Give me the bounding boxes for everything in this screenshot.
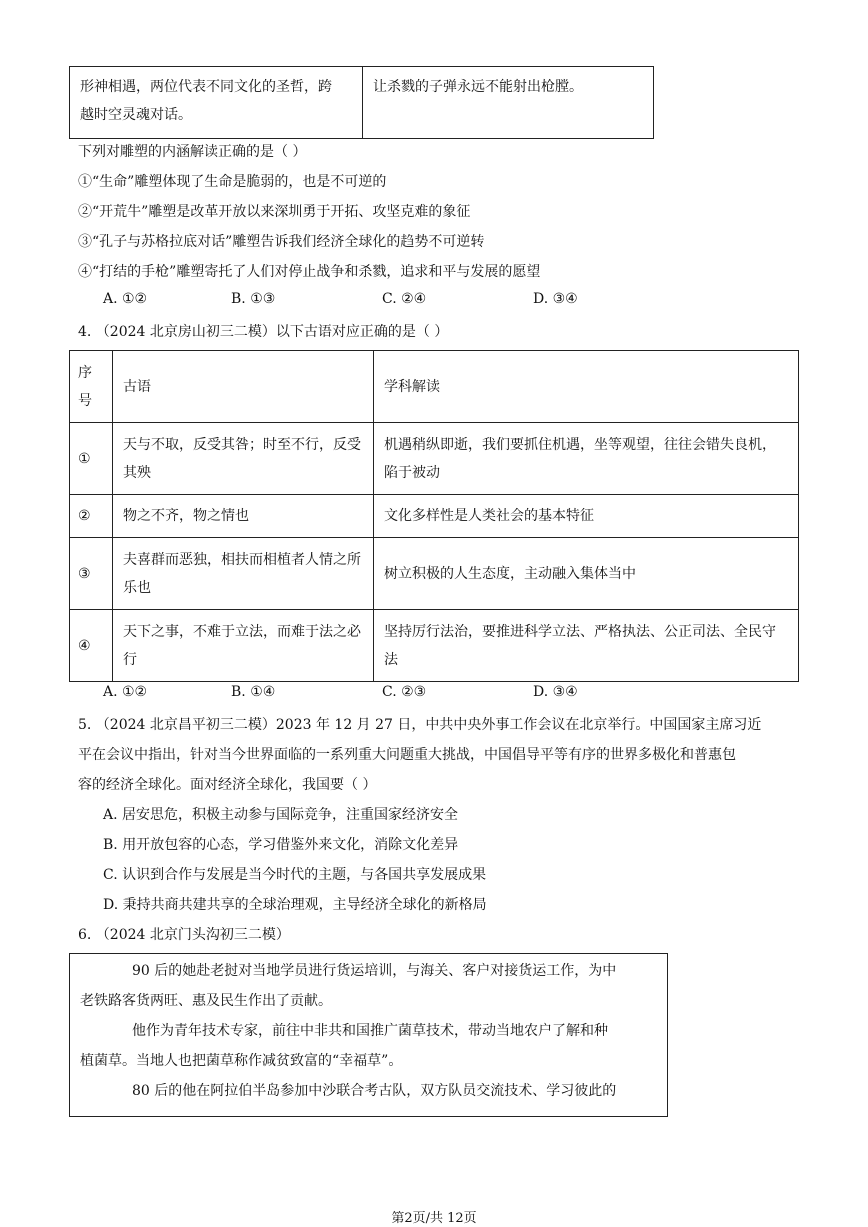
q4-header-no: 序 号 xyxy=(70,351,113,423)
table-row xyxy=(70,423,799,495)
q4-row-saying: 天下之事，不难于立法，而难于法之必行 xyxy=(113,610,374,682)
q5-option-a: A. 居安思危，积极主动参与国际竞争，注重国家经济安全 xyxy=(103,807,459,823)
q6-stem: 6. （2024 北京门头沟初三二模） xyxy=(78,927,290,943)
q4-row-saying: 物之不齐，物之情也 xyxy=(113,495,374,538)
q4-table-header-row xyxy=(70,351,799,423)
q4-option-a: A. ①② xyxy=(103,684,148,700)
q4-row-no: ④ xyxy=(70,610,113,682)
top-table-left-cell: 形神相遇，两位代表不同文化的圣哲，跨 越时空灵魂对话。 xyxy=(70,67,363,139)
q6-material-box xyxy=(69,953,668,1117)
q4-header-saying: 古语 xyxy=(113,351,374,423)
q4-stem: 4. （2024 北京房山初三二模）以下古语对应正确的是（ ） xyxy=(78,324,449,340)
q4-row-no: ① xyxy=(70,423,113,495)
q3-option-b: B. ①③ xyxy=(231,291,276,307)
table-row xyxy=(70,538,799,610)
q3-statement-4: ④“打结的手枪”雕塑寄托了人们对停止战争和杀戮，追求和平与发展的愿望 xyxy=(78,264,541,280)
q3-stem: 下列对雕塑的内涵解读正确的是（ ） xyxy=(78,144,307,160)
q4-option-c: C. ②③ xyxy=(382,684,427,700)
q6-box-line-5: 80 后的他在阿拉伯半岛参加中沙联合考古队，双方队员交流技术、学习彼此的 xyxy=(132,1083,617,1099)
q5-option-c: C. 认识到合作与发展是当今时代的主题，与各国共享发展成果 xyxy=(103,867,487,883)
q6-box-line-1: 90 后的她赴老挝对当地学员进行货运培训，与海关、客户对接货运工作，为中 xyxy=(132,963,617,979)
q5-option-d: D. 秉持共商共建共享的全球治理观，主导经济全球化的新格局 xyxy=(103,897,487,913)
q3-option-c: C. ②④ xyxy=(382,291,427,307)
q4-row-reading: 机遇稍纵即逝，我们要抓住机遇，坐等观望，往往会错失良机，陷于被动 xyxy=(374,423,799,495)
q3-option-a: A. ①② xyxy=(103,291,148,307)
q4-row-saying: 天与不取，反受其咎；时至不行，反受其殃 xyxy=(113,423,374,495)
q3-statement-2: ②“开荒牛”雕塑是改革开放以来深圳勇于开拓、攻坚克难的象征 xyxy=(78,204,471,220)
page-footer: 第2页/共 12页 xyxy=(391,1211,477,1226)
top-table xyxy=(69,66,654,139)
q3-statement-1: ①“生命”雕塑体现了生命是脆弱的，也是不可逆的 xyxy=(78,174,387,190)
top-table-right-cell: 让杀戮的子弹永远不能射出枪膛。 xyxy=(363,67,654,139)
q4-row-no: ③ xyxy=(70,538,113,610)
table-row xyxy=(70,495,799,538)
q5-option-b: B. 用开放包容的心态，学习借鉴外来文化，消除文化差异 xyxy=(103,837,459,853)
q6-box-line-3: 他作为青年技术专家，前往中非共和国推广菌草技术，带动当地农户了解和种 xyxy=(132,1023,608,1039)
q5-stem-line-3: 容的经济全球化。面对经济全球化，我国要（ ） xyxy=(78,777,377,793)
q4-header-reading: 学科解读 xyxy=(374,351,799,423)
q3-statement-3: ③“孔子与苏格拉底对话”雕塑告诉我们经济全球化的趋势不可逆转 xyxy=(78,234,485,250)
table-row xyxy=(70,610,799,682)
q5-stem-line-2: 平在会议中指出，针对当今世界面临的一系列重大问题重大挑战，中国倡导平等有序的世界多极化和普惠包 xyxy=(78,747,736,763)
q4-option-b: B. ①④ xyxy=(231,684,276,700)
q4-row-no: ② xyxy=(70,495,113,538)
q4-row-reading: 坚持厉行法治，要推进科学立法、严格执法、公正司法、全民守法 xyxy=(374,610,799,682)
q3-option-d: D. ③④ xyxy=(533,291,578,307)
q4-row-reading: 树立积极的人生态度，主动融入集体当中 xyxy=(374,538,799,610)
q6-box-line-2: 老铁路客货两旺、惠及民生作出了贡献。 xyxy=(80,993,332,1009)
q5-stem-line-1: 5. （2024 北京昌平初三二模）2023 年 12 月 27 日，中共中央外事工作会议在北京举行。中国国家主席习近 xyxy=(78,717,762,733)
q4-row-saying: 夫喜群而恶独，相扶而相植者人情之所乐也 xyxy=(113,538,374,610)
q4-table xyxy=(69,350,799,682)
q6-box-line-4: 植菌草。当地人也把菌草称作减贫致富的“幸福草”。 xyxy=(80,1053,403,1069)
q4-option-d: D. ③④ xyxy=(533,684,578,700)
q4-row-reading: 文化多样性是人类社会的基本特征 xyxy=(374,495,799,538)
